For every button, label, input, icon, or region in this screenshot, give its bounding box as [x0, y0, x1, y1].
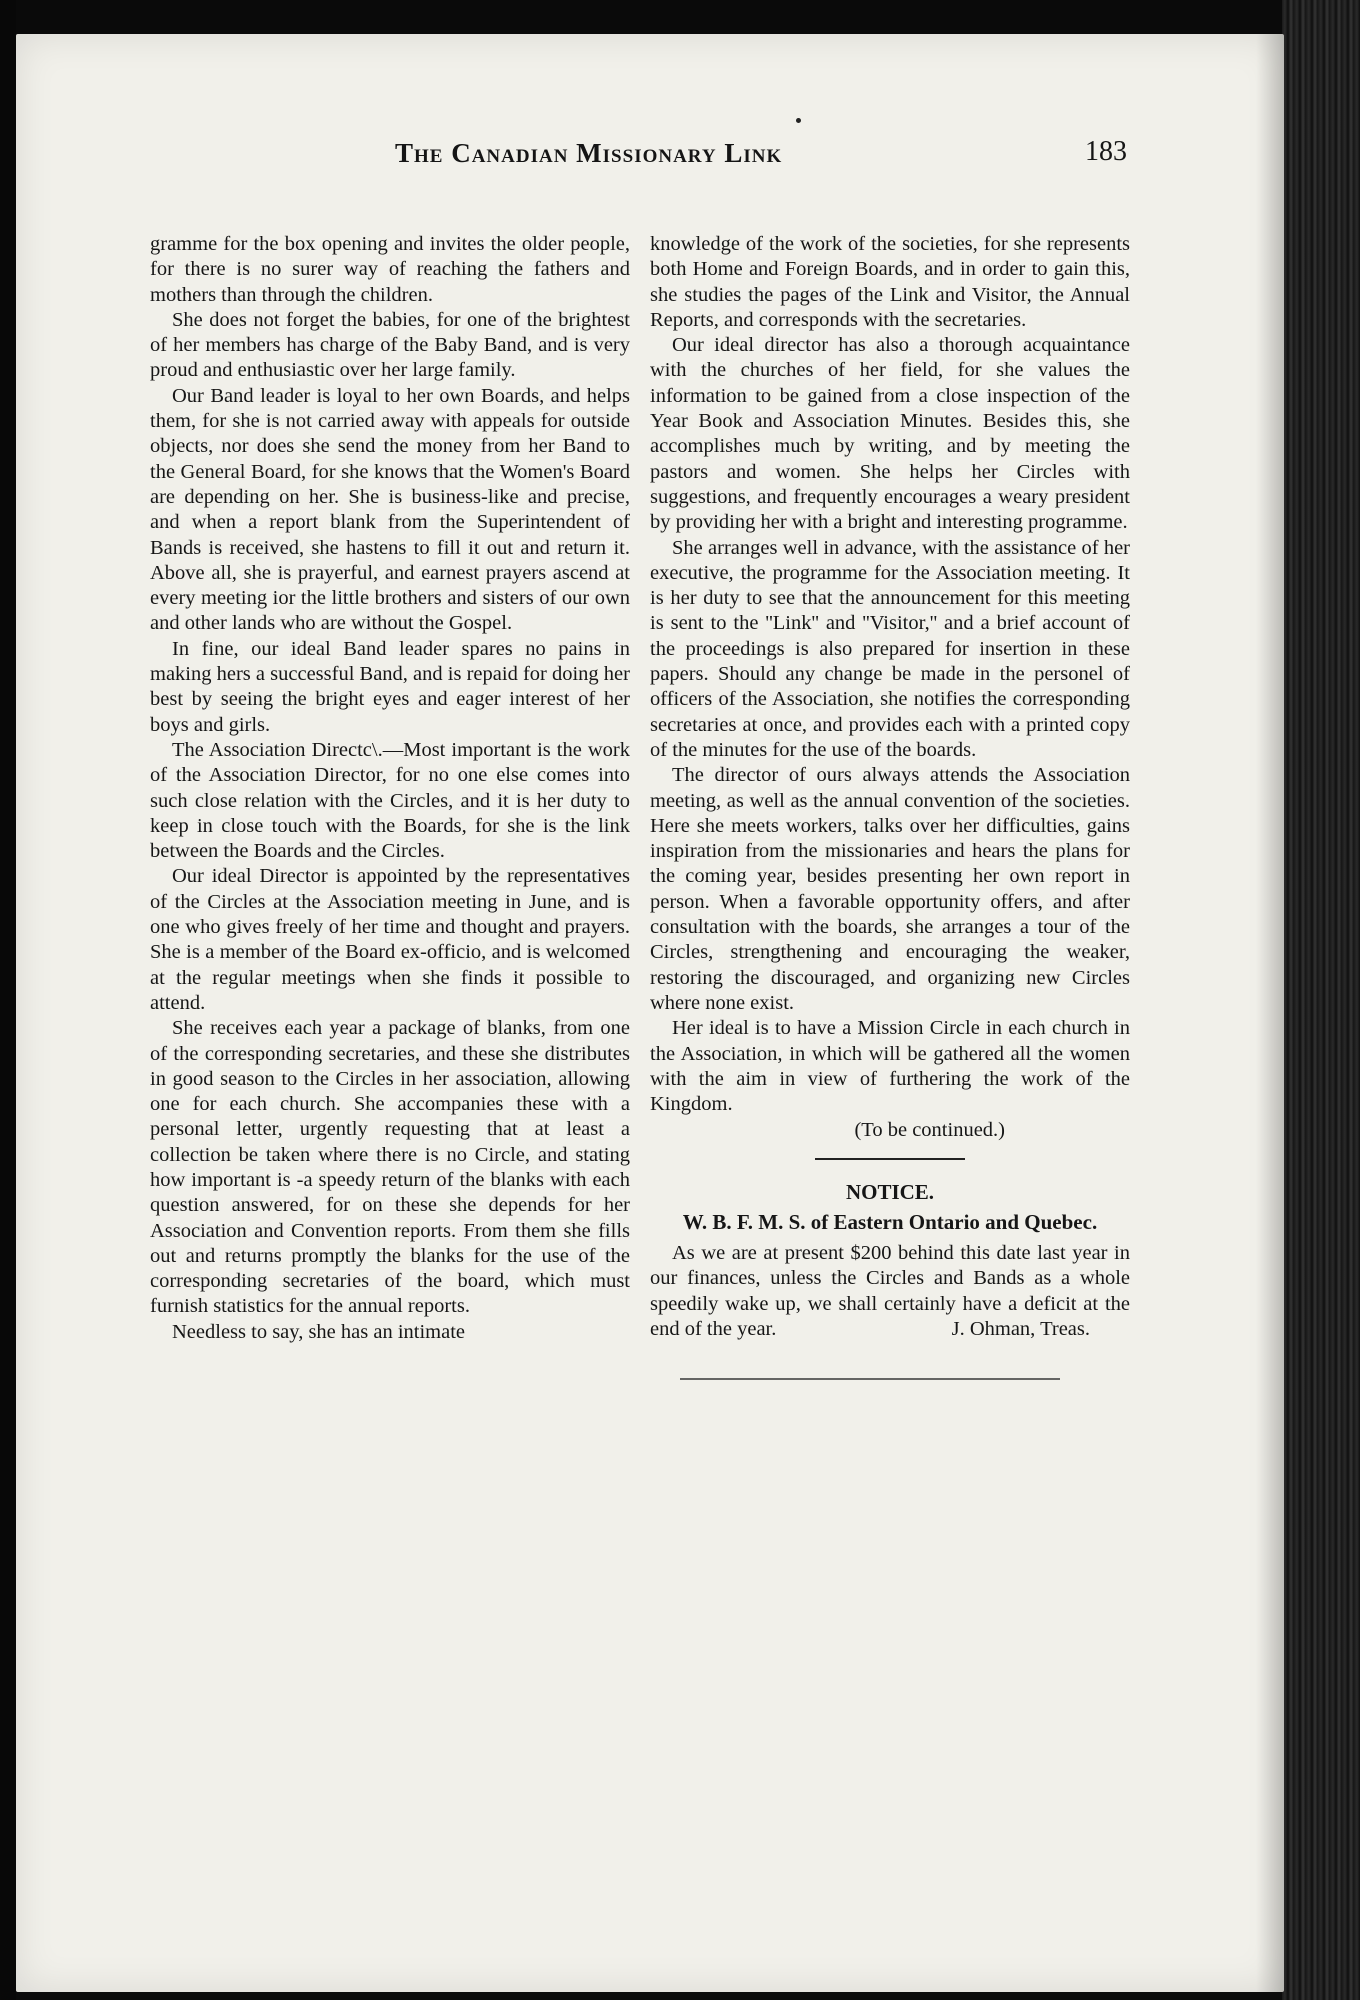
page-number: 183 — [1085, 136, 1127, 167]
left-column — [150, 232, 630, 1345]
paragraph: She arranges well in advance, with the assistance of her executive, the programme for the Association meeting. It is her duty to see that the announcement for this meeting is sent to the ''Link'' and ''Visitor,'' and a brief account of the proceedings is also prepared for insertion in these papers. Should any change be made in the personel of officers of the Association, she notifies the corresponding secretaries at once, and provides each with a printed copy of the minutes for the use of the boards. — [650, 536, 1130, 761]
paragraph: Our ideal Director is appointed by the representatives of the Circles at the Association meeting in June, and is one who gives freely of her time and thought and prayers. She is a member of the Board ex-officio, and is welcomed at the regular meetings when she finds it possible to attend. — [150, 865, 630, 1014]
notice-signature: J. Ohman, Treas. — [951, 1317, 1090, 1340]
notice-subheading: W. B. F. M. S. of Eastern Ontario and Quebec. — [682, 1209, 1098, 1234]
scan-border-left — [0, 0, 16, 2000]
notice-body — [650, 1241, 1130, 1342]
notice-heading: NOTICE. — [845, 1179, 935, 1204]
section-divider — [815, 1158, 965, 1160]
paragraph: Needless to say, she has an intimate — [172, 1320, 465, 1343]
right-column — [650, 232, 1130, 1380]
notice-text: As we are at present $200 behind this date last year in our finances, unless the Circles and Bands as a whole speedily wake up, we shall certainly have a deficit at the end of the year. — [650, 1241, 1130, 1340]
to-be-continued-note: (To be continued.) — [854, 1119, 1005, 1142]
paragraph: The director of ours always attends the Association meeting, as well as the annual convention of the societies. Here she meets workers, talks over her difficulties, gains inspiration from the missionaries and hears the plans for the coming year, besides presenting her own report in person. When a favorable opportunity offers, and after consultation with the boards, she arranges a tour of the Circles, strengthening and encouraging the weaker, restoring the discouraged, and organizing new Circles where none exist. — [650, 764, 1130, 1014]
paragraph: Our ideal director has also a thorough acquaintance with the churches of her field, for she values the information to be gained from a close inspection of the Year Book and Association Minutes. Besides this, she accomplishes much by writing, and by meeting the pastors and women. She helps her Circles with suggestions, and frequently encourages a weary president by providing her with a bright and interesting programme. — [650, 334, 1130, 534]
page-gutter-shadow — [1256, 34, 1284, 1992]
paragraph: In fine, our ideal Band leader spares no pains in making hers a successful Band, and is repaid for doing her best by seeing the bright eyes and eager interest of her boys and girls. — [150, 637, 630, 736]
paragraph: She receives each year a package of blanks, from one of the corresponding secretaries, and these she distributes in good season to the Circles in her association, allowing one for each church. She accompanies these with a personal letter, urgently requesting that at least a collection be taken where there is no Circle, and stating how important is -a speedy return of the blanks with each question answered, for on these she depends for her Association and Convention reports. From them she fills out and returns promptly the blanks for the use of the corresponding secretaries of the board, which must furnish statistics for the annual reports. — [150, 1017, 630, 1318]
paragraph: knowledge of the work of the societies, for she represents both Home and Foreign Boards, and in order to gain this, she studies the pages of the Link and Visitor, the Annual Reports, and corresponds with the secretaries. — [650, 233, 1130, 331]
paragraph: Our Band leader is loyal to her own Boards, and helps them, for she is not carried away with appeals for outside objects, nor does she send the money from her Band to the General Board, for she knows that the Women's Board are depending on her. She is business-like and precise, and when a report blank from the Superintendent of Bands is received, she hastens to fill it out and return it. Above all, she is prayerful, and earnest prayers ascend at every meeting ior the little brothers and sisters of our own and other lands who are without the Gospel. — [150, 384, 630, 635]
running-header: The Canadian Missionary Link — [395, 138, 783, 168]
paragraph: gramme for the box opening and invites the older people, for there is no surer way of reaching the fathers and mothers than through the children. — [150, 233, 630, 306]
paragraph: The Association Directc\.—Most important is the work of the Association Director, for no one else comes into such close relation with the Circles, and it is her duty to keep in close touch with the Boards, for she is the link between the Boards and the Circles. — [150, 738, 630, 863]
paragraph: She does not forget the babies, for one of the brightest of her members has charge of the Baby Band, and is very proud and enthusiastic over her large family. — [150, 308, 630, 382]
book-page-edges — [1282, 0, 1360, 2000]
ink-speck — [796, 118, 801, 123]
paragraph: Her ideal is to have a Mission Circle in each church in the Association, in which will be gathered all the women with the aim in view of furthering the work of the Kingdom. — [650, 1017, 1130, 1116]
bottom-divider — [680, 1378, 1060, 1380]
